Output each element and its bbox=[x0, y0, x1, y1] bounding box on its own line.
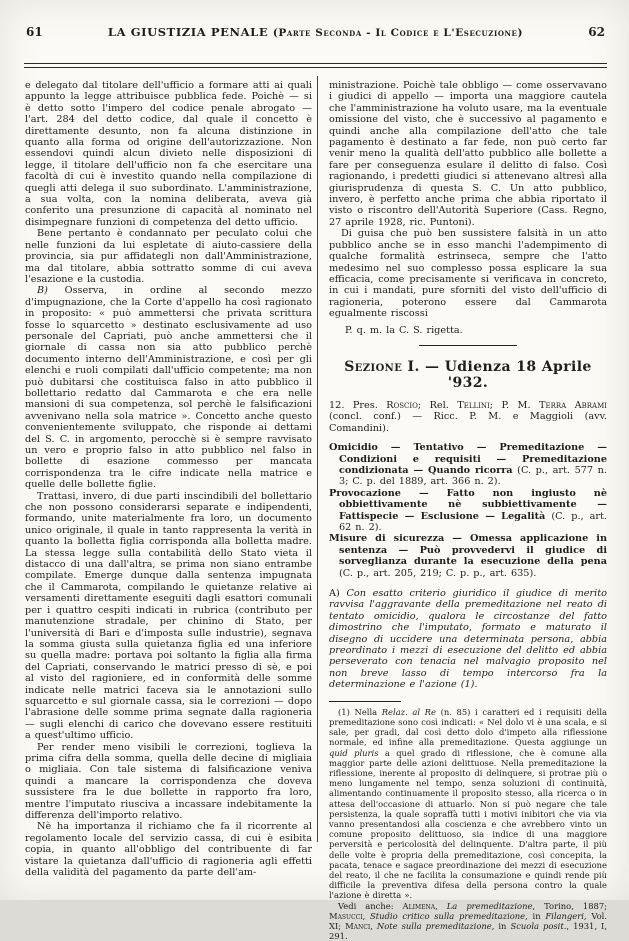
journal-title: LA GIUSTIZIA PENALE bbox=[107, 25, 273, 39]
section-heading: Sezione I. — Udienza 18 Aprile '932. bbox=[344, 358, 592, 391]
headnotes bbox=[329, 442, 607, 579]
footnote bbox=[329, 707, 607, 941]
headnote-rubric: Provocazione — Fatto non ingiusto nè obbiettivamente nè subbiettivamente — Fattispecie — Esclusione — Legalità bbox=[329, 487, 607, 522]
headnote-citation: (C. p., art. 577 n. 3; C. p. del 1889, art. 366 n. 2). bbox=[339, 464, 607, 488]
footnote-paragraph: (1) Nella Relaz. al Re (n. 85) i caratteri ed i requisiti della premeditazione sono così indicati: « Nel dolo vi è una scala, e si sale, per gradi, dal così detto dolo d'impeto alla riflessione normale, ed infine alla premeditazione. Questa aggiunge un quid pluris a quel grado di riflessione, che è comune alla maggior parte delle azioni delittuose. Nella premeditazione la riflessione, inerente al proposito di delinquere, si protrae più o meno lungamente nel tempo, senza soluzioni di continuità, alimentando continuamente il proposito stesso, alla ricerca o in attesa dell'occasione di attuarlo. Non si può negare che tale persistenza, la quale sopraffà tutti i motivi inibitori che via via vanno presentandosi alla coscienza e che avrebbero vinto un comune proposito delittuoso, sia indice di una maggiore perversità e pericolosità del delinquente. D'altra parte, il più delle volte è propria della premeditazione, così concepita, la pacata, tenace e sagace preordinazione dei mezzi di esecuzione del reato, il che ne facilita la consumazione e quindi rende più difficile la preventiva difesa della persona contro la quale l'azione è diretta ». bbox=[329, 706, 607, 901]
paragraph: e delegato dal titolare dell'ufficio a formare atti ai quali appunto la legge attribuisce pubblica fede. Poichè — si è detto sotto l'impero del codice penale abrogato — l'art. 284 del detto codice, dal quale il concetto è direttamente desunto, non fa alcuna distinzione in quanto alla forma od origine dell'autorizzazione. Non essendovi quindi alcun divieto nelle disposizioni di legge, il titolare dell'ufficio non fa che esercitare una facoltà di cui è investito quando nella compilazione di quegli atti delega il suo subordinato. L'amministrazione, a sua volta, con la nomina deliberata, aveva già conferito una presunzione di capacità al nominato nel disimpegnare funzioni di competenza del detto ufficio. bbox=[25, 80, 312, 228]
page-number-left: 61 bbox=[26, 25, 43, 39]
footnote-rule bbox=[329, 701, 401, 702]
paragraph: Bene pertanto è condannato per peculato colui che nelle funzioni da lui espletate di aiuto-cassiere della provincia, sia pur affidategli non dall'Amministrazione, ma dal titolare, abbia sottratto somme di cui aveva l'esazione e la custodia. bbox=[25, 228, 312, 285]
paragraph: Per render meno visibili le correzioni, toglieva la prima cifra della somma, quella delle decine di migliaia o migliaia. Con tale sistema di falsificazione veniva quindi a mancare la corrispondenza che doveva sussistere fra le due bollette in rapporto fra loro, mentre l'imputato riusciva a incassare indebitamente la differenza dell'importo relativo. bbox=[25, 741, 312, 821]
page-header bbox=[26, 25, 605, 39]
headnote-rubric: Omicidio — Tentativo — Premeditazione — Condizioni e requisiti — Premeditazione condizionata — Quando ricorra bbox=[329, 442, 607, 476]
section-separator-rule bbox=[419, 345, 517, 346]
paragraph: Di guisa che può ben sussistere falsità in un atto pubblico anche se in esso manchi l'adempimento di qualche formalità estrinseca, sempre che l'atto medesimo nel suo complesso possa esplicare la sua efficacia, come precisamente si verificava in concreto, in cui i mandati, pure sforniti del visto dell'ufficio di ragioneria, poterono essere dal Cammarota egualmente riscossi bbox=[329, 228, 607, 320]
page-number-right: 62 bbox=[588, 25, 605, 39]
paragraph: Trattasi, invero, di due parti inscindibili del bollettario che non possono considerarsi separate e indipendenti, formando, unite materialmente fra loro, un documento unico originale, il quale in tanto rappresenta la verità in quanto la bolletta figlia corrisponda alla bolletta madre. La stessa legge sulla contabilità dello Stato vieta il distacco di una dall'altra, se prima non siano entrambe compilate. Emerge dunque dalla sentenza impugnata che il Cammarota, compilando le quietanze relative ai versamenti direttamente eseguiti dagli esattori comunali per i quattro cespiti indicati in rubrica (contributo per manutenzione stradale, per chinino di Stato, per l'università di Bari e d'imposta sulle industrie), segnava la somma giusta sulla quietanza figlia ed una inferiore su quella madre: portava poi soltanto la figlia alla firma del Capriati, conservando le matrici presso di sè, e poi al visto del ragioniere, ed in conformità delle somme indicate nelle matrici faceva sia le annotazioni sullo squarcetto e sul giornale cassa, sia le correzioni — dopo l'abrasione delle somme prima segnate dalla ragioneria — sugli elenchi di carico che dovevano essere restituiti a quest'ultimo ufficio. bbox=[25, 490, 312, 742]
headnote-citation: (C. p., art. 62 n. 2). bbox=[339, 510, 607, 533]
holding-paragraph: A) Con esatto criterio giuridico il giudice di merito ravvisa l'aggravante della premeditazione nel reato di tentato omicidio, qualora le circostanze del fatto dimostrino che l'imputato, formato e maturato il disegno di uccidere una determinata persona, abbia preordinato i mezzi di esecuzione del delitto ed abbia perseverato con tenacia nel malvagio proposito nel non breve lasso di tempo intercorso fra la determinazione e l'azione (1). bbox=[329, 588, 607, 691]
paragraph: B) Osserva, in ordine al secondo mezzo d'impugnazione, che la Corte d'appello ha così ragionato in proposito: « può ammettersi che privata scrittura fosse lo squarcetto » destinato esclusivamente ad uso personale del Capriati, può anche ammettersi che il giornale di cassa non sia atto pubblico perchè documento interno dell'Amministrazione, e così per gli elenchi e ruoli compilati dall'ufficio competente; ma non può dubitarsi che costituisca falso in atto pubblico il bollettario redatto dal Cammarota e che era nelle mansioni di sua competenza, sol perchè le falsificazioni avvenivano nella sola matrice ». Concetto anche questo convenientemente sviluppato, che risponde ai dettami del S. C. in argomento, perocchè si è sempre ravvisato un vero e proprio falso in atto pubblico nel falso in bollette di esazione commesso per mancata corrispondenza tra le cifre indicate nella matrice e quelle delle bollette figlie. bbox=[25, 285, 312, 491]
header-rule bbox=[24, 63, 607, 68]
footnote-paragraph: Vedi anche: Alimena, La premeditazione, Torino, 1887; Masucci, Studio critico sulla premeditazione, in Filangeri, Vol. XI; Manci, Note sulla premeditazione, in Scuola posit., 1931, I, 291. bbox=[329, 900, 608, 941]
headnote-item bbox=[329, 488, 607, 534]
running-title bbox=[60, 25, 571, 39]
paragraph: Nè ha importanza il richiamo che fa il ricorrente al regolamento locale del servizio cassa, di cui è esibita copia, in quanto all'obbligo del contribuente di far vistare la quietanza dall'ufficio di ragioneria agli effetti della validità del pagamento da parte dell'am- bbox=[25, 821, 312, 879]
paragraph: ministrazione. Poichè tale obbligo — come osservavano i giudici di appello — importa una maggiore cautela che l'amministrazione ha voluto usare, ma la eventuale omissione del visto, che è successivo al pagamento e quindi anche alla compilazione dell'atto che tale pagamento è destinato a far fede, non può certo far venir meno la qualità dell'atto pubblico alle bollette a fare per conseguenza esulare il delitto di falso. Così ragionando, i predetti giudici si attenevano altresì alla giurisprudenza di questa S. C. Un atto pubblico, invero, è perfetto anche prima che abbia riportato il visto o riscontro dell'Autorità Superiore (Cass. Regno, 27 aprile 1928, ric. Puntoni). bbox=[329, 80, 607, 228]
headnote-rubric: Misure di sicurezza — Omessa applicazione in sentenza — Può provvedervi il giudice di sorveglianza durante la esecuzione della pena bbox=[329, 533, 607, 568]
headnote-item bbox=[329, 533, 607, 579]
headnote-citation: (C. p., art. 205, 219; C. p. p., art. 635). bbox=[339, 567, 537, 579]
right-column bbox=[329, 80, 607, 941]
case-caption: 12. Pres. Roscio; Rel. Tellini; P. M. Terra Abrami (concl. conf.) — Ricc. P. M. e Maggioli (avv. Comandini). bbox=[329, 399, 607, 434]
headnote-item bbox=[329, 442, 607, 488]
column-divider bbox=[317, 76, 318, 842]
journal-subtitle: (Parte Seconda - Il Codice e L'Esecuzione) bbox=[272, 27, 524, 39]
dispositive-line: P. q. m. la C. S. rigetta. bbox=[345, 324, 463, 336]
left-column bbox=[25, 80, 312, 878]
